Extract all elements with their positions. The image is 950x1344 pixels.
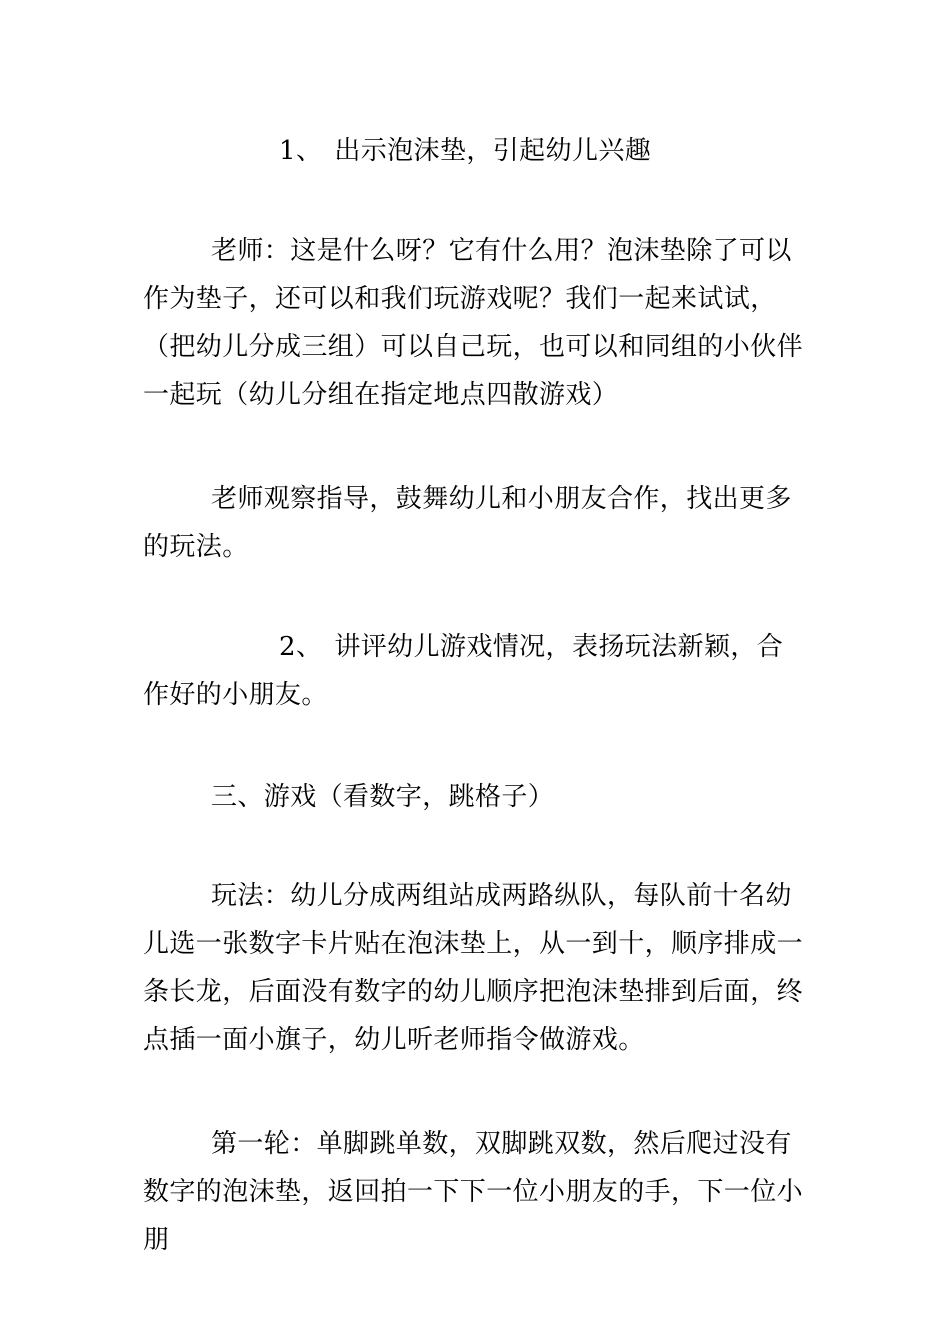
list-item-1 (143, 127, 807, 175)
paragraph-game-rules: 玩法：幼儿分成两组站成两路纵队，每队前十名幼儿选一张数字卡片贴在泡沫垫上，从一到十，顺序排成一条长龙，后面没有数字的幼儿顺序把泡沫垫排到后面，终点插一面小旗子，幼儿听老师指令做游戏。 (143, 881, 804, 1055)
paragraph-round-one: 第一轮：单脚跳单数，双脚跳双数，然后爬过没有数字的泡沫垫，返回拍一下下一位小朋友的手，下一位小朋 (143, 1129, 804, 1255)
list-item-text: 出示泡沫垫，引起幼儿兴趣 (334, 136, 652, 166)
list-number: 1、 (279, 136, 323, 166)
paragraph-teacher-observation: 老师观察指导，鼓舞幼儿和小朋友合作，找出更多的玩法。 (143, 484, 792, 562)
section-heading-game: 三、游戏（看数字，跳格子） (211, 782, 555, 812)
list-number: 2、 (279, 632, 323, 662)
paragraph-teacher-dialogue: 老师：这是什么呀？它有什么用？泡沫垫除了可以作为垫子，还可以和我们玩游戏呢？我们一起来试试，（把幼儿分成三组）可以自己玩，也可以和同组的小伙伴一起玩（幼儿分组在指定地点四散游戏） (143, 236, 804, 410)
list-item-2 (143, 623, 807, 719)
list-item-text: 讲评幼儿游戏情况，表扬玩法新颖，合作好的小朋友。 (143, 632, 784, 710)
